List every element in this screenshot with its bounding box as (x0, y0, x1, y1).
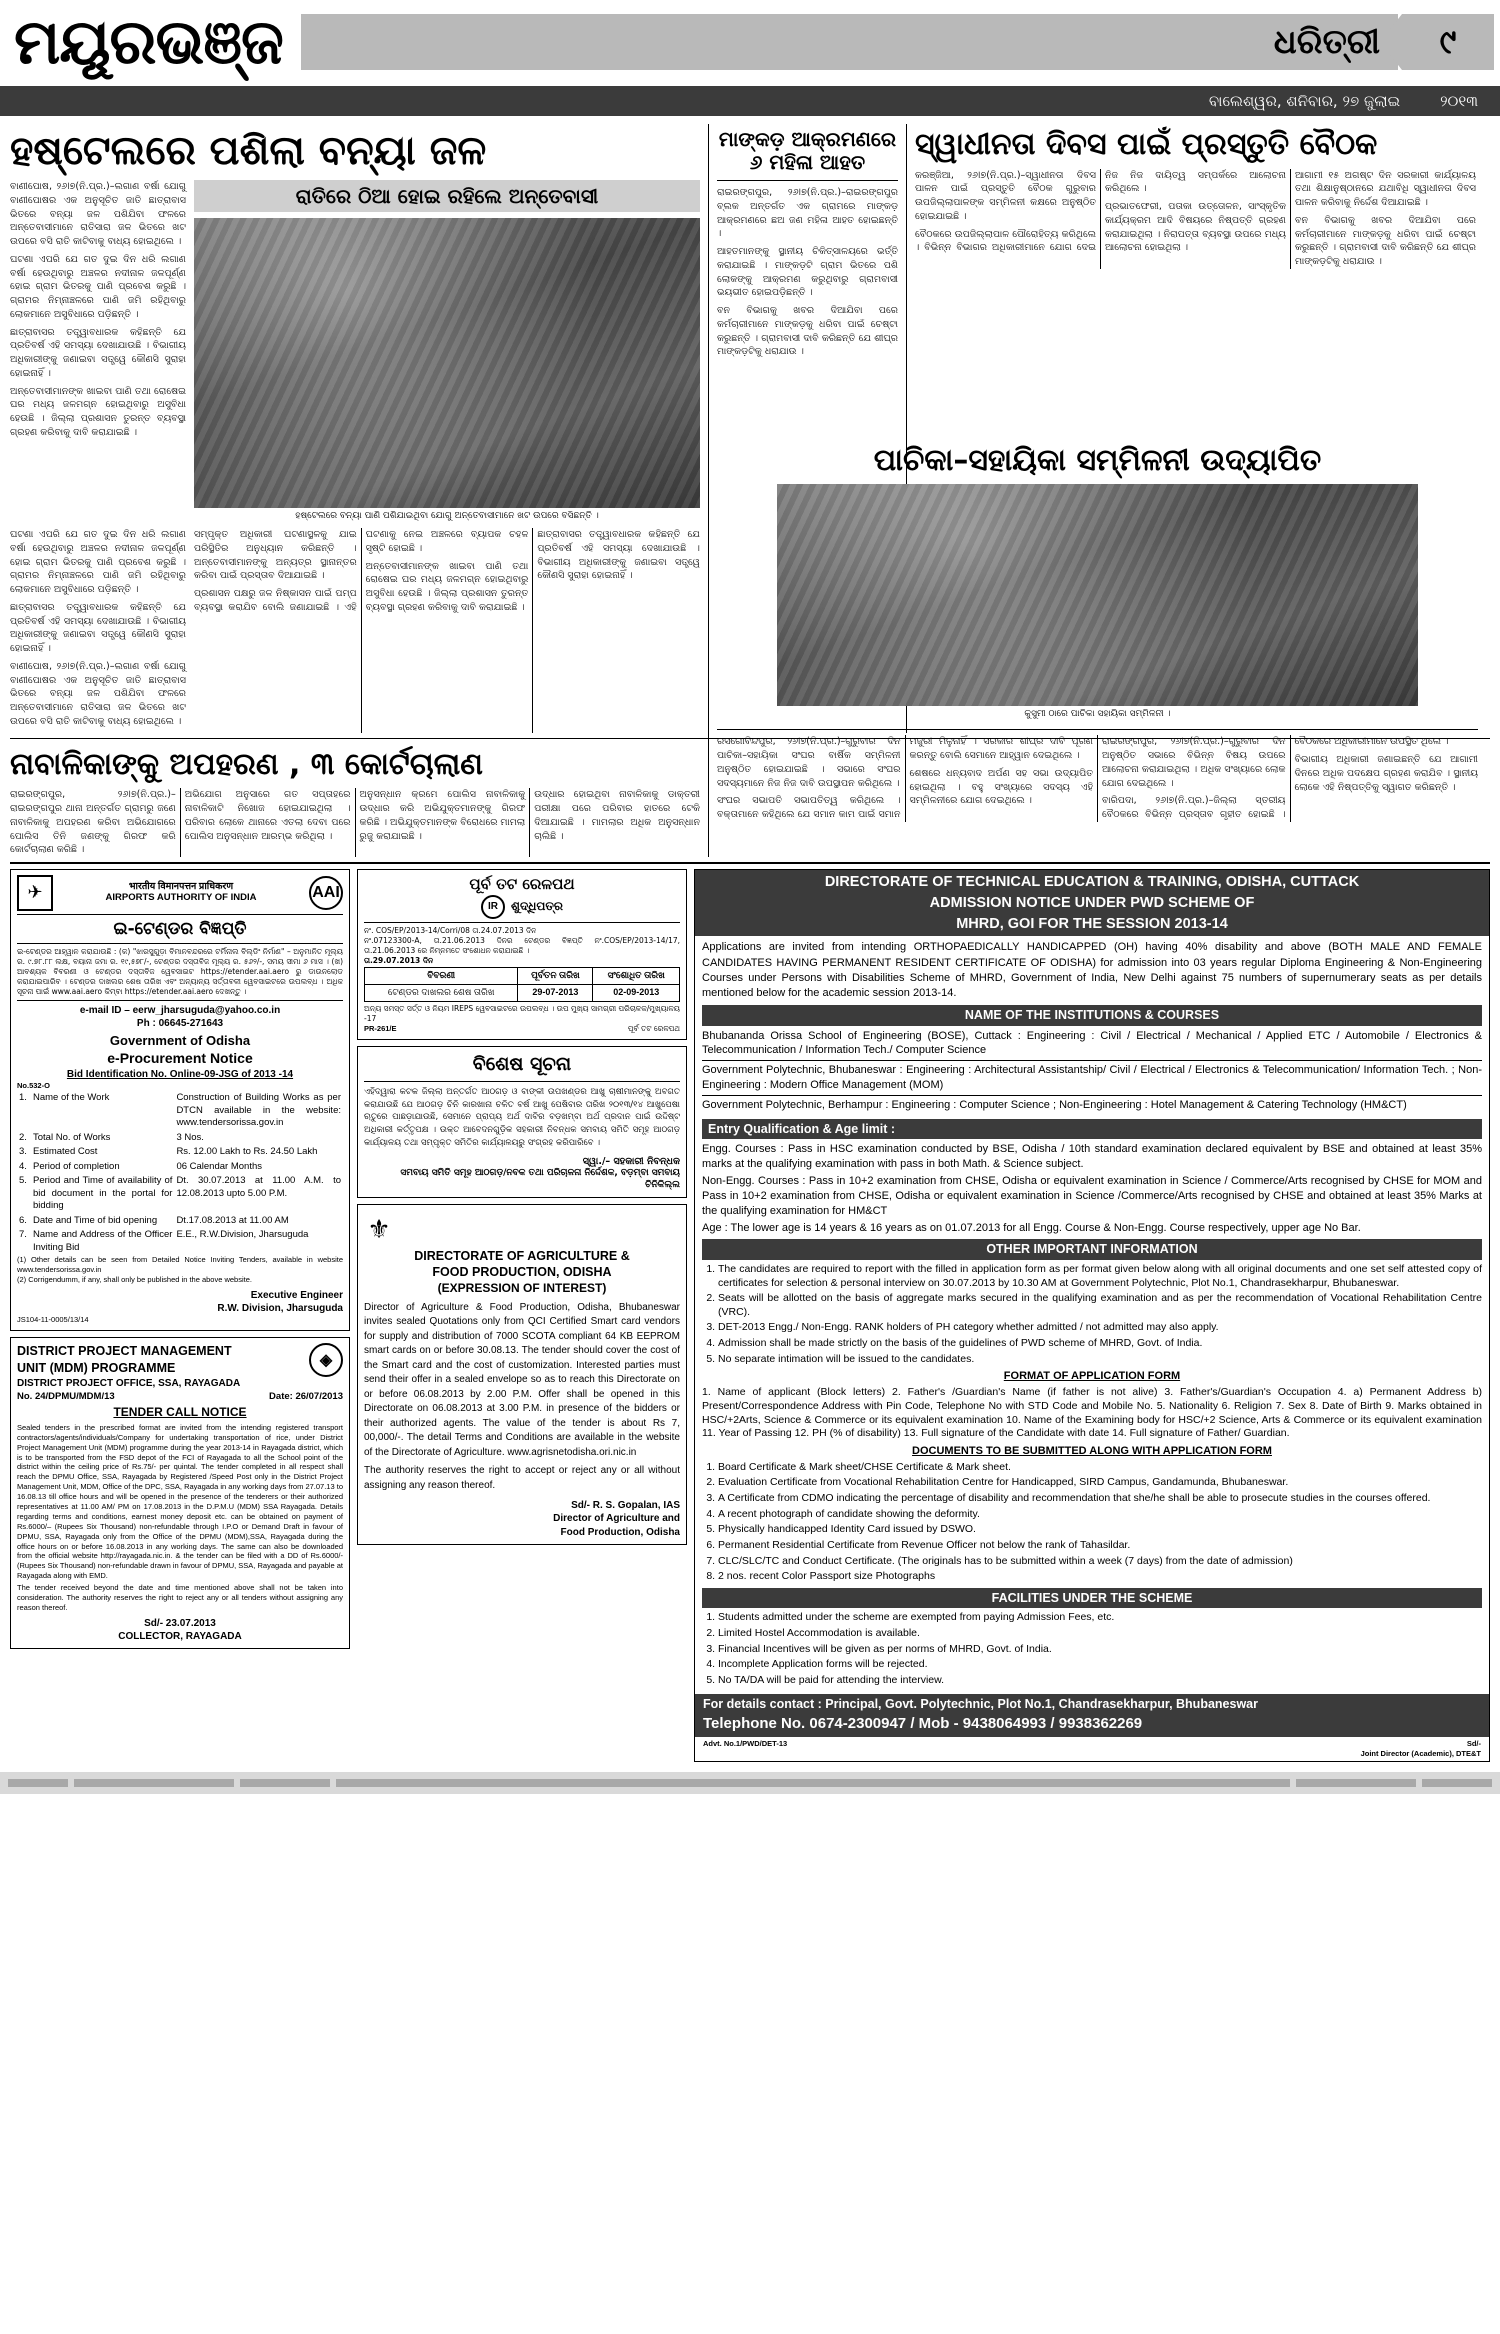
masthead-spacer (301, 14, 1264, 70)
list-item: 1. Board Certificate & Mark sheet/CHSE Certificate & Mark sheet. (718, 1461, 1482, 1475)
row-value: 06 Calendar Months (176, 1160, 262, 1172)
story-flood-text-col1b (10, 528, 186, 733)
table-cell: 02-09-2013 (593, 985, 680, 1002)
dtet-advt-no: Advt. No.1/PWD/DET-13 (703, 1739, 788, 1749)
aai-signature-title: Executive Engineer (250, 1290, 343, 1302)
dtet-title-3: MHRD, GOI FOR THE SESSION 2013-14 (695, 915, 1489, 936)
agri-sign-2: Director of Agriculture and (553, 1513, 680, 1525)
table-cell: 29-07-2013 (518, 985, 593, 1002)
row-key: Period and Time of availability of bid document in the portal for bidding (33, 1175, 173, 1212)
ad-column-2 (357, 869, 687, 1545)
aai-seal-icon: AAI (309, 876, 343, 910)
footer-mark (240, 1779, 330, 1787)
dtet-format-text: 1. Name of applicant (Block letters) 2. Father's /Guardian's Name (if father is not alive) 3. Father's/Guardian's Occupation 4. a) Permanent Address b) Present/Correspondence Address with Pin Code, Telephone No with STD Code and Mobile No. 5. Nationality 6. Religion 7. Sex 8. Date of Birth 9. Marks obtained in HSC/+2Arts, Science & Commerce or its equivalent examination 10. Name of the Examining body for HSC/+2 Science, Arts & Commerce or its equivalent examination 11. Year of Passing 12. PH (% of disability) 13. Full signature of the Candidate with date 14. Full signature of Father/ Guardian. (702, 1385, 1482, 1440)
dtet-institution-3: Government Polytechnic, Berhampur : Engineering : Computer Science ; Non-Engineering : Hotel Management & Catering Technology (HM&CT) (702, 1098, 1407, 1111)
aai-govt-line: Government of Odisha (109, 1033, 251, 1049)
paragraph: ରାଇରଙ୍ଗପୁର, ୨୬୤୭(ନି.ପ୍ର.)–ରାଇରଙ୍ଗପୁର ବ୍ଲକ ଅନ୍ତର୍ଗତ ଏକ ଗ୍ରାମରେ ମାଙ୍କଡ଼ ଆକ୍ରମଣରେ ଛଅ ଜଣ ମହିଳା ଆହତ ହୋଇଛନ୍ତି । (717, 187, 898, 240)
story-independence-body (915, 169, 1476, 269)
aai-signature-office: R.W. Division, Jharsuguda (217, 1303, 343, 1315)
dtet-section-docs: DOCUMENTS TO BE SUBMITTED ALONG WITH APPLICATION FORM (912, 1445, 1272, 1458)
row-number: 4. (19, 1160, 27, 1172)
list-item: 6. Permanent Residential Certificate from Revenue Officer not below the rank of Tahasildar. (718, 1539, 1482, 1553)
railway-subtitle: ଶୁଦ୍ଧିପତ୍ର (511, 898, 563, 913)
paragraph: ବାଣୀପୋଷ, ୨୬୤୭(ନି.ପ୍ର.)–ଲଗାଣ ବର୍ଷା ଯୋଗୁ ବାଣୀପୋଷର ଏକ ଅନୁସୂଚିତ ଜାତି ଛାତ୍ରାବାସ ଭିତରେ ବନ୍ୟା ଜଳ ପଶିଯିବା ଫଳରେ ଅନ୍ତେବାସୀମାନେ ରାତିସାରା ଜଳ ଭିତରେ ଖଟ ଉପରେ ବସି ରାତି କାଟିବାକୁ ବାଧ୍ୟ ହୋଇଥିଲେ । (10, 660, 186, 727)
newspaper-logo: ମୟୂରଭଞ୍ଜ (14, 5, 283, 78)
dtet-sign-2: Joint Director (Academic), DTE&T (1360, 1748, 1481, 1758)
list-item: 1. Students admitted under the scheme are exempted from paying Admission Fees, etc. (718, 1611, 1482, 1625)
dtet-sign-1: Sd/- (1466, 1739, 1481, 1749)
paragraph: ରାଇରଙ୍ଗପୁର, ୨୬୤୭(ନି.ପ୍ର.)–ରାଇରଙ୍ଗପୁର ଥାନା ଅନ୍ତର୍ଗତ ଗ୍ରାମରୁ ଜଣେ ନାବାଳିକାକୁ ଅପହରଣ କରିବା ଅଭିଯୋଗରେ ପୋଲିସ ତିନି ଜଣଙ୍କୁ ଗିରଫ କରି କୋର୍ଟଚାଲାଣ କରିଛି । (10, 789, 176, 856)
story-flood-photo-caption: ହଷ୍ଟେଲରେ ବନ୍ୟା ପାଣି ପଶିଯାଇଥିବା ଯୋଗୁ ଅନ୍ତେବାସୀମାନେ ଖଟ ଉପରେ ବସିଛନ୍ତି । (295, 511, 599, 521)
row-value: Rs. 12.00 Lakh to Rs. 24.50 Lakh (176, 1146, 318, 1158)
ad-dtet-admission (694, 869, 1490, 1762)
story-independence-headline: ସ୍ୱାଧୀନତା ଦିବସ ପାଇଁ ପ୍ରସ୍ତୁତି ବୈଠକ (915, 127, 1378, 162)
paragraph: ସମ୍ପୃକ୍ତ ଅଧିକାରୀ ଘଟଣାସ୍ଥଳକୁ ଯାଇ ପରିସ୍ଥିତିର ଅନୁଧ୍ୟାନ କରିଛନ୍ତି । ଅନ୍ତେବାସୀମାନଙ୍କୁ ଅନ୍ୟତ୍ର ସ୍ଥାନାନ୍ତର କରିବା ପାଇଁ ପ୍ରସ୍ତାବ ଦିଆଯାଇଛି । (194, 529, 357, 582)
row-key: Date and Time of bid opening (33, 1214, 158, 1226)
column-header: ସଂଶୋଧିତ ତାରିଖ (593, 968, 680, 985)
ad-column-1 (10, 869, 350, 1649)
list-item: 7. CLC/SLC/TC and Conduct Certificate. (The originals has to be submitted within a week (7 days) from the date of admission) (718, 1555, 1482, 1569)
story-flood-text-cols (194, 528, 700, 733)
footer-mark (336, 1779, 1290, 1787)
mdm-body-2: The tender received beyond the date and time mentioned above shall not be taken into consideration. The authority reserves the right to reject any or all tenders without assigning any reason thereof. (17, 1583, 343, 1612)
agri-title-3: (EXPRESSION OF INTEREST) (437, 1280, 607, 1295)
list-item: 5. No separate intimation will be issued to the candidates. (718, 1353, 1482, 1367)
agri-body: Director of Agriculture & Food Production, Odisha, Bhubaneswar invites sealed Quotations only from QCI Certified Smart card vendors for supply and distribution of 7000 SCOTA compliant 64 KB EEPROM smart cards on or before 30.08.13. The tender should cover the cost of the Smart card and the cost of customization. Interested parties must send their offer in a sealed envelope so as to reach this Directorate on or before 06.08.2013 by 2.00 P.M. Offer shall be opened in this Directorate on 06.08.2013 at 3.00 P.M. in presence of the bidders or their authorized agents. The value of the tender is about Rs 7, 00,000/-. The detail Terms and Conditions are available in the website of the Directorate of Agriculture. www.agrisnetodisha.ori.nic.in (364, 1301, 680, 1458)
row-number: 6. (19, 1214, 27, 1226)
list-item: 3. DET-2013 Engg./ Non-Engg. RANK holders of PH category whether admitted / not admitted may also apply. (718, 1321, 1482, 1335)
table-row (365, 985, 680, 1002)
list-item: 5. Physically handicapped Identity Card issued by DSWO. (718, 1523, 1482, 1537)
mdm-title-2: UNIT (MDM) PROGRAMME (17, 1360, 176, 1375)
story-flood (10, 124, 700, 733)
masthead (0, 0, 1500, 86)
footer-mark (1422, 1779, 1492, 1787)
dtet-docs-list (718, 1461, 1482, 1584)
paragraph: ବିଭାଗୀୟ ଅଧିକାରୀ ଜଣାଇଛନ୍ତି ଯେ ଆଗାମୀ ଦିନରେ ଅଧିକ ପଦକ୍ଷେପ ଗ୍ରହଣ କରାଯିବ । ସ୍ଥାନୀୟ ଲୋକେ ଏହି ନିଷ୍ପତ୍ତିକୁ ସ୍ୱାଗତ କରିଛନ୍ତି । (1294, 753, 1478, 793)
paragraph: ଆଗାମୀ ୧୫ ଅଗଷ୍ଟ ଦିନ ସରକାରୀ କାର୍ଯ୍ୟାଳୟ ତଥା ଶିକ୍ଷାନୁଷ୍ଠାନରେ ଯଥାବିଧି ସ୍ୱାଧୀନତା ଦିବସ ପାଳନ କରିବାକୁ ନିର୍ଦ୍ଦେଶ ଦିଆଯାଇଛି । (1295, 169, 1476, 209)
paragraph: କରଞ୍ଜିଆ, ୨୬୤୭(ନି.ପ୍ର.)–ସ୍ୱାଧୀନତା ଦିବସ ପାଳନ ପାଇଁ ପ୍ରସ୍ତୁତି ବୈଠକ ଗୁରୁବାର ଉପଜିଲ୍ଲାପାଳଙ୍କ ସମ୍ମିଳନୀ କକ୍ଷରେ ଅନୁଷ୍ଠିତ ହୋଇଯାଇଛି । (915, 169, 1096, 222)
aai-email: e-mail ID – eerw_jharsuguda@yahoo.co.in (79, 1004, 281, 1016)
dtet-entry-3: Age : The lower age is 14 years & 16 years as on 01.07.2013 for all Engg. Course & Non-Engg. Course respectively, upper age No Bar. (702, 1221, 1361, 1234)
paragraph: ରାଇରଙ୍ଗପୁର, ୨୬୤୭(ନି.ପ୍ର.)–ଗୁରୁବାର ଦିନ ଅନୁଷ୍ଠିତ ସଭାରେ ବିଭିନ୍ନ ବିଷୟ ଉପରେ ଆଲୋଚନା କରାଯାଇଥିଲା । ଅଧିକ ସଂଖ୍ୟାରେ ଲୋକ ଯୋଗ ଦେଇଥିଲେ । (1102, 736, 1286, 789)
story-kidnap-headline: ନାବାଳିକାଙ୍କୁ ଅପହରଣ , ୩ କୋର୍ଟଚାଲାଣ (10, 746, 483, 782)
mdm-body: Sealed tenders in the prescribed format are invited from the intending registered transport contractors/agents/individuals/Company for undertaking transportation of rice, under District Project Management Unit (MDM) programme during the year 2013-14 in Rayagada district, which is to be transported from the FSD depot of the FCI of Rayagada to all the School point of the district within the ceiling price of Rs.75/- per quintal. The tender completed in all respect shall reach the DPMU Office, SSA, Rayagada by Registered /Speed Post only in the District Project Management Unit, MDM, Office of the DPC, SSA, Rayagada in any working days from 27.07.13 to 16.08.13 till office hours and will be opened in the presence of the tenderers or their authorized representatives at 11.00 AM/ PM on 17.08.2013 in the D.P.M.U (MDM) SSA Rayagada. Details regarding terms and conditions, earnest money deposit etc. can be obtained on payment of Rs.6000/– (Rupees Six Thousand) non-refundable through I.P.O or Demand Draft in favour of DPMU, SSA, Rayagada only from the Office of the DPMU (MDM),SSA, Rayagada during the office hours on or before 16.08.2013 in any working days. The same can also be downloaded from the official website http://rayagada.nic.in. & the tender can be filed with a DD of Rs.6000/- (Rupees Six Thousand) non-refundable drawn in favour of DPMU, SSA, Rayagada and payable at Rayagada along with EMD. (17, 1422, 343, 1581)
row-key: Name and Address of the Officer Inviting Bid (33, 1229, 173, 1253)
footer-mark (74, 1779, 234, 1787)
row-key: Estimated Cost (33, 1146, 98, 1158)
list-item: 2. Seats will be allotted on the basis of aggregate marks secured in the qualifying examination and as per the recommendation of Vocational Rehabilitation Centre (VRC). (718, 1292, 1482, 1319)
dtet-contact-1: For details contact : Principal, Govt. Polytechnic, Plot No.1, Chandrasekharpur, Bhubaneswar (695, 1694, 1489, 1716)
dtet-institution-1: Bhubananda Orissa School of Engineering (BOSE), Cuttack : Engineering : Civil / Electrical / Mechanical / Applied ETC / Automobile / Electronics & Telecommunication / Information Tech./ Computer Science (702, 1029, 1482, 1062)
aai-notice-body: ଇ-ଟେଣ୍ଡର ଆହ୍ୱାନ କରାଯାଉଛି : (କ) "ଝାରସୁଗୁଡ଼ା ବିମାନବନ୍ଦରରେ ଟର୍ମିନାଲ ବିଲ୍ଡିଂ ନିର୍ମାଣ" – ଅନୁମାନିତ ମୂଲ୍ୟ ର. ୯.୭୮.୮୮ ଲକ୍ଷ, ବୟାନା ଜମା ର. ୧୯,୫୭୮/-, ଟେଣ୍ଡର ଦସ୍ତାବିଜ ମୂଲ୍ୟ ର. ୫୬୨/-, ସମୟ ସୀମା ୬ ମାସ । (ଖ) ଆବଶ୍ୟକ ବିବରଣୀ ଓ ଟେଣ୍ଡର ଦସ୍ତାବିଜ ୱେବସାଇଟ https://etender.aai.aero ରୁ ଡାଉନଲୋଡ କରାଯାଇପାରିବ । ଟେଣ୍ଡର ଦାଖଲର ଶେଷ ତାରିଖ ଏବଂ ଅନ୍ୟାନ୍ୟ ସର୍ତ୍ତାବଳୀ ୱେବସାଇଟରେ ଉପଲବ୍ଧ । ଅଧିକ ସୂଚନା ପାଇଁ www.aai.aero କିମ୍ବା https://etender.aai.aero ଦେଖନ୍ତୁ । (17, 947, 343, 997)
page-number: ୯ (1402, 14, 1494, 70)
list-item: 4. Admission shall be made strictly on the basis of the guidelines of PWD scheme of MHRD, Govt. of India. (718, 1337, 1482, 1351)
story-kidnap-body (10, 788, 700, 857)
dtet-entry-1: Engg. Courses : Pass in HSC examination conducted by BSE, Odisha / 10th standard examination declared equivalent by BSE and obtained at least 35% marks at the qualifying examination with pass in both Math. & Science subject. (702, 1143, 1482, 1171)
footer-mark (1296, 1779, 1416, 1787)
paragraph: ଘଟଣା ଏପରି ଯେ ଗତ ଦୁଇ ଦିନ ଧରି ଲଗାଣ ବର୍ଷା ହେଉଥିବାରୁ ଅଞ୍ଚଳର ନଦୀନାଳ ଜଳପୂର୍ଣ୍ଣ ହୋଇ ଗ୍ରାମ ଭିତରକୁ ପାଣି ପ୍ରବେଶ କରୁଛି । ଗ୍ରାମର ନିମ୍ନାଞ୍ଚଳରେ ପାଣି ଜମି ରହିଥିବାରୁ ଲୋକମାନେ ଅସୁବିଧାରେ ପଡ଼ିଛନ୍ତି । (10, 253, 186, 320)
paragraph: ଅନୁସନ୍ଧାନ କ୍ରମେ ପୋଲିସ ନାବାଳିକାକୁ ଉଦ୍ଧାର କରି ଅଭିଯୁକ୍ତମାନଙ୍କୁ ଗିରଫ କରିଛି । ଅଭିଯୁକ୍ତମାନଙ୍କ ବିରୋଧରେ ମାମଲା ରୁଜୁ କରାଯାଇଛି । (359, 789, 526, 842)
agri-title-2: FOOD PRODUCTION, ODISHA (432, 1265, 612, 1280)
agri-sign-1: Sd/- R. S. Gopalan, IAS (571, 1500, 680, 1512)
story-flood-headline: ହଷ୍ଟେଲରେ ପଶିଲା ବନ୍ୟା ଜଳ (10, 128, 487, 174)
row-value: Dt.17.08.2013 at 11.00 AM (176, 1214, 289, 1226)
paragraph: ଛାତ୍ରାବାସର ତତ୍ତ୍ୱାବଧାରକ କହିଛନ୍ତି ଯେ ପ୍ରତିବର୍ଷ ଏହି ସମସ୍ୟା ଦେଖାଯାଉଛି । ବିଭାଗୀୟ ଅଧିକାରୀଙ୍କୁ ଜଣାଇବା ସତ୍ତ୍ୱେ କୌଣସି ସୁରାହା ହୋଇନାହିଁ । (10, 326, 186, 379)
table-row (17, 1160, 343, 1175)
dtet-other-list (718, 1263, 1482, 1366)
paragraph: ବନ ବିଭାଗକୁ ଖବର ଦିଆଯିବା ପରେ କର୍ମଚାରୀମାନେ ମାଙ୍କଡ଼କୁ ଧରିବା ପାଇଁ ଚେଷ୍ଟା କରୁଛନ୍ତି । ଗ୍ରାମବାସୀ ଦାବି କରିଛନ୍ତି ଯେ ଶୀଘ୍ର ମାଙ୍କଡ଼ଟିକୁ ଧରାଯାଉ । (717, 305, 898, 358)
railway-title: ପୂର୍ବ ତଟ ରେଳପଥ (469, 875, 575, 894)
page-footer-strip (0, 1772, 1500, 1794)
railway-ref: PR-261/E (364, 1023, 397, 1033)
column-header: ବିବରଣୀ (365, 968, 518, 985)
ad-column-3 (694, 869, 1490, 1762)
story-flood-photo (194, 218, 700, 508)
column-header: ପୂର୍ବତନ ତାରିଖ (518, 968, 593, 985)
footer-mark (8, 1779, 68, 1787)
mdm-notice-date: Date: 26/07/2013 (269, 1390, 343, 1402)
agri-sign-3: Food Production, Odisha (560, 1526, 680, 1538)
row-key: Period of completion (33, 1160, 120, 1172)
section-label: ଧରିତ୍ରୀ (1264, 14, 1398, 70)
dtet-entry-2: Non-Engg. Courses : Pass in 10+2 examination from CHSE, Odisha or equivalent examination in Science / Commerce/Arts recognised by CHSE for MOM and Pass in 10+2 examination from CHSE, Odisha or equivalent examination in Science /Commerce/Arts recognised by CHSE and obtained at least 35% Marks at the qualifying examination for HM&CT (702, 1175, 1482, 1217)
table-row (17, 1131, 343, 1146)
paragraph: ରସଗୋବିନ୍ଦପୁର, ୨୬୤୭(ନି.ପ୍ର.)–ଗୁରୁବାର ଦିନ ପାଚିକା–ସହାୟିକା ସଂଘର ବାର୍ଷିକ ସମ୍ମିଳନୀ ଅନୁଷ୍ଠିତ ହୋଇଯାଇଛି । ସଭାରେ ସଂଘର ସଦସ୍ୟମାନେ ନିଜ ନିଜ ଦାବି ଉପସ୍ଥାପନ କରିଥିଲେ । (717, 736, 901, 789)
railway-corrigendum-table (364, 967, 680, 1002)
aai-logo-icon: ✈ (17, 875, 53, 911)
table-row (17, 1228, 343, 1255)
railway-logo-icon: IR (481, 895, 505, 919)
row-key: Total No. of Works (33, 1131, 111, 1143)
paragraph: ଶେଷରେ ଧନ୍ୟବାଦ ଅର୍ପଣ ସହ ସଭା ଉଦ୍ୟାପିତ ହୋଇଥିଲା । ବହୁ ସଂଖ୍ୟାରେ ସଦସ୍ୟ ଏହି ସମ୍ମିଳନୀରେ ଯୋଗ ଦେଇଥିଲେ । (909, 767, 1093, 807)
dtet-intro: Applications are invited from intending ORTHOPAEDICALLY HANDICAPPED (OH) having 40% disability and above (BOTH MALE AND FEMALE CANDIDATES HAVING PERMANENT RESIDENT CERTIFICATE OF ODISHA) for admission into 03 years regular Diploma Engineering & Non-Engineering Courses under Persons with Disabilities Scheme of MHRD, Government of India, New Delhi against 75 numbers of supernumerary seats as per details mentioned below for the academic session 2013-14. (702, 941, 1482, 999)
special-notice-title: ବିଶେଷ ସୂଚନା (472, 1052, 572, 1075)
aai-ref-bottom: JS104-11-0005/13/14 (17, 1315, 89, 1325)
ad-mdm-tender (10, 1337, 350, 1649)
table-cell: ଟେଣ୍ଡର ଦାଖଲର ଶେଷ ତାରିଖ (365, 985, 518, 1002)
aai-bid-id: Bid Identification No. Online-09-JSG of 2013 -14 (66, 1068, 294, 1080)
mdm-signature-date: Sd/- 23.07.2013 (144, 1617, 216, 1629)
special-notice-sign-1: ସ୍ୱା./– ସହକାରୀ ନିବନ୍ଧକ (582, 1155, 680, 1167)
paragraph: ଛାତ୍ରାବାସର ତତ୍ତ୍ୱାବଧାରକ କହିଛନ୍ତି ଯେ ପ୍ରତିବର୍ଷ ଏହି ସମସ୍ୟା ଦେଖାଯାଉଛି । ବିଭାଗୀୟ ଅଧିକାରୀଙ୍କୁ ଜଣାଇବା ସତ୍ତ୍ୱେ କୌଣସି ସୁରାହା ହୋଇନାହିଁ । (537, 529, 700, 582)
mdm-signature-office: COLLECTOR, RAYAGADA (118, 1630, 242, 1642)
dtet-section-facilities: FACILITIES UNDER THE SCHEME (702, 1588, 1482, 1609)
story-flood-media (194, 180, 700, 526)
aai-notice-type: e-Procurement Notice (107, 1050, 253, 1067)
dateline-bar (0, 86, 1500, 116)
list-item: 3. A Certificate from CDMO indicating the percentage of disability and recommendation that she/he shall be able to prosecute studies in the courses offered. (718, 1492, 1482, 1506)
row-value: Construction of Building Works as per DTCN available in the website: www.tendersorissa.gov.in (176, 1092, 341, 1129)
special-notice-body: ଏହିଦ୍ୱାରା କଟକ ଜିଲ୍ଲା ଅନ୍ତର୍ଗତ ଆଠଗଡ଼ ଓ ବାଙ୍କୀ ଉପଖଣ୍ଡର ଆଖୁ ଚାଷୀମାନଙ୍କୁ ଅବଗତ କରାଯାଉଛି ଯେ ଆଠଗଡ଼ ଚିନି କାରଖାନା ଚଳିତ ବର୍ଷ ଆଖୁ ପେଷିବାର ତାରିଖ ୨୦୧୩/୧୪ ଆଖୁପେଷା ଋତୁରେ ପାଛଡ଼ାଯାଉଛି, ସେମାନେ ପ୍ରାପ୍ୟ ଅର୍ଥ ଦାବିର ବଡ଼ଖମ୍ବା ଅର୍ଥ ପ୍ରଦାନ ପାଇଁ ଉଦ୍ଦିଷ୍ଟ ଅଧିକାରୀ କର୍ତ୍ତୃପକ୍ଷ । ଉକ୍ତ ଆବେଦନଗୁଡ଼ିକ ସହକାରୀ ନିବନ୍ଧକ ସମବାୟ ସମିତି ସମୂହ ଆଠଗଡ଼ କାର୍ଯ୍ୟାଳୟ ତଥା ସମ୍ପୃକ୍ତ ସମିତିର କାର୍ଯ୍ୟାଳୟରୁ ସଂଗ୍ରହ କରିପାରିବେ । (364, 1086, 680, 1148)
paragraph: ବାରିପଦା, ୨୬୤୭(ନି.ପ୍ର.)–ଜିଲ୍ଲା ସ୍ତରୀୟ ବୈଠକରେ ବିଭିନ୍ନ ପ୍ରସ୍ତାବ ଗୃହୀତ ହୋଇଛି । ବୈଠକରେ ଅଧିକାରୀମାନେ ଉପସ୍ଥିତ ଥିଲେ । (1102, 736, 1449, 821)
row-value: E.E., R.W.Division, Jharsuguda (176, 1229, 309, 1241)
paragraph: ପ୍ରଶାସନ ପକ୍ଷରୁ ଜଳ ନିଷ୍କାସନ ପାଇଁ ପମ୍ପ ବ୍ୟବସ୍ଥା କରାଯିବ ବୋଲି ଜଣାଯାଇଛି । ଏହି ଘଟଣାକୁ ନେଇ ଅଞ୍ଚଳରେ ବ୍ୟାପକ ଚହଳ ସୃଷ୍ଟି ହୋଇଛି । (194, 529, 529, 613)
paragraph: ଘଟଣା ଏପରି ଯେ ଗତ ଦୁଇ ଦିନ ଧରି ଲଗାଣ ବର୍ଷା ହେଉଥିବାରୁ ଅଞ୍ଚଳର ନଦୀନାଳ ଜଳପୂର୍ଣ୍ଣ ହୋଇ ଗ୍ରାମ ଭିତରକୁ ପାଣି ପ୍ରବେଶ କରୁଛି । ଗ୍ରାମର ନିମ୍ନାଞ୍ଚଳରେ ପାଣି ଜମି ରହିଥିବାରୁ ଲୋକମାନେ ଅସୁବିଧାରେ ପଡ଼ିଛନ୍ତି । (10, 529, 186, 596)
aai-note-1: (1) Other details can be seen from Detailed Notice Inviting Tenders, available in website www.tendersorissa.gov.in (17, 1255, 343, 1275)
list-item: 8. 2 nos. recent Color Passport size Photographs (718, 1570, 1482, 1584)
list-item: 1. The candidates are required to report with the filled in application form as per format given below along with all original documents and one set self attested copy of certificates for selection & personal interview on 30.07.2013 by 10.30 AM at Government Polytechnic, Plot No.1, Chandrasekharpur, Bhubaneswar. (718, 1263, 1482, 1290)
mdm-notice-no: No. 24/DPMU/MDM/13 (17, 1390, 115, 1402)
dtet-section-format: FORMAT OF APPLICATION FORM (1003, 1370, 1181, 1383)
special-notice-sign-2: ସମବାୟ ସମିତି ସମୂହ ଆଠଗଡ଼/ନବକ ତଥା ପରିଚାଳନା ନିର୍ଦ୍ଦେଶକ, ବଡ଼ମ୍ବା ସମବାୟ ଚିନିକିଲ୍ଲ (400, 1168, 680, 1191)
dateline-year: ୨୦୧୩ (1440, 92, 1478, 110)
dtet-section-institutions: NAME OF THE INSTITUTIONS & COURSES (702, 1005, 1482, 1026)
paragraph: ସଂଘର ସଭାପତି ସଭାପତିତ୍ୱ କରିଥିଲେ । ବକ୍ତାମାନେ କହିଥିଲେ ଯେ ସମାନ କାମ ପାଇଁ ସମାନ ମଜୁରୀ ମିଳୁନାହିଁ । ସରକାର ଶୀଘ୍ର ଦାବି ପୂରଣ କରନ୍ତୁ ବୋଲି ସେମାନେ ଆହ୍ୱାନ ଦେଇଥିଲେ । (717, 736, 1093, 821)
dtet-institution-2: Government Polytechnic, Bhubaneswar : Engineering : Architectural Assistantship/ Civil / Electrical / Electronics & Telecommunication/ Information Tech. ; Non-Engineering : Modern Office Management (MOM) (702, 1061, 1482, 1096)
row-number: 5. (19, 1175, 27, 1187)
dtet-contact-2: Telephone No. 0674-2300947 / Mob - 9438064993 / 9938362269 (695, 1715, 1489, 1737)
story-monkey-body (717, 186, 898, 359)
row-number: 1. (19, 1092, 27, 1104)
paragraph: ବାଣୀପୋଷ, ୨୬୤୭(ନି.ପ୍ର.)–ଲଗାଣ ବର୍ଷା ଯୋଗୁ ବାଣୀପୋଷର ଏକ ଅନୁସୂଚିତ ଜାତି ଛାତ୍ରାବାସ ଭିତରେ ବନ୍ୟା ଜଳ ପଶିଯିବା ଫଳରେ ଅନ୍ତେବାସୀମାନେ ରାତିସାରା ଜଳ ଭିତରେ ଖଟ ଉପରେ ବସି ରାତି କାଟିବାକୁ ବାଧ୍ୟ ହୋଇଥିଲେ । (10, 181, 186, 248)
railway-footer-brand: ପୂର୍ବ ତଟ ରେଳପଥ (627, 1023, 680, 1033)
paragraph: ପ୍ରଭାତଫେରୀ, ପତାକା ଉତ୍ତୋଳନ, ସାଂସ୍କୃତିକ କାର୍ଯ୍ୟକ୍ରମ ଆଦି ବିଷୟରେ ନିଷ୍ପତ୍ତି ଗ୍ରହଣ କରାଯାଇଥିଲା । ନିରାପତ୍ତା ବ୍ୟବସ୍ଥା ଉପରେ ମଧ୍ୟ ଆଲୋଚନା ହୋଇଥିଲା । (1105, 201, 1286, 254)
story-pachika (708, 444, 1478, 857)
aai-org-hindi: भारतीय विमानपत्तन प्राधिकरण (128, 881, 234, 893)
aai-note-2: (2) Corrigendumm, if any, shall only be published in the above website. (17, 1275, 252, 1285)
paragraph: ଅନ୍ତେବାସୀମାନଙ୍କ ଖାଇବା ପାଣି ତଥା ରୋଷେଇ ଘର ମଧ୍ୟ ଜଳମଗ୍ନ ହୋଇଥିବାରୁ ଅସୁବିଧା ହେଉଛି । ଜିଲ୍ଲା ପ୍ରଶାସନ ତୁରନ୍ତ ବ୍ୟବସ୍ଥା ଗ୍ରହଣ କରିବାକୁ ଦାବି କରାଯାଇଛି । (10, 385, 186, 439)
story-flood-text-col1 (10, 180, 186, 526)
dtet-facilities-list (718, 1611, 1482, 1687)
dtet-section-other: OTHER IMPORTANT INFORMATION (702, 1239, 1482, 1260)
table-row (17, 1091, 343, 1131)
list-item: 4. A recent photograph of candidate showing the deformity. (718, 1508, 1482, 1522)
mdm-office: DISTRICT PROJECT OFFICE, SSA, RAYAGADA (17, 1378, 241, 1390)
story-pachika-headline: ପାଚିକା–ସହାୟିକା ସମ୍ମିଳନୀ ଉଦ୍ୟାପିତ (873, 442, 1322, 478)
dtet-section-entry: Entry Qualification & Age limit : (702, 1119, 1482, 1140)
row-number: 3. (19, 1146, 27, 1158)
row-number: 7. (19, 1229, 27, 1241)
story-flood-subhead: ରାତିରେ ଠିଆ ହୋଇ ରହିଲେ ଅନ୍ତେବାସୀ (194, 180, 700, 212)
row-key: Name of the Work (33, 1092, 110, 1104)
ssa-logo-icon: ◈ (309, 1343, 343, 1377)
odisha-emblem-icon: ⚜ (367, 1213, 391, 1244)
aai-phone: Ph : 06645-271643 (136, 1018, 224, 1030)
list-item: 2. Evaluation Certificate from Vocational Rehabilitation Centre for Handicapped, SIRD Campus, Gandamunda, Bhubaneswar. (718, 1476, 1482, 1490)
agri-title-1: DIRECTORATE OF AGRICULTURE & (414, 1248, 630, 1263)
table-row (17, 1214, 343, 1229)
list-item: 5. No TA/DA will be paid for attending the interview. (718, 1674, 1482, 1688)
aai-notice-title: ଇ-ଟେଣ୍ଡର ବିଜ୍ଞପ୍ତି (113, 919, 247, 940)
list-item: 2. Limited Hostel Accommodation is available. (718, 1627, 1482, 1641)
dateline-place-date: ବାଲେଶ୍ୱର, ଶନିବାର, ୨୭ ଜୁଲାଇ (1208, 92, 1401, 110)
aai-ref-no: No.532-O (17, 1081, 50, 1091)
railway-footer-note: ଅନ୍ୟ ସମସ୍ତ ସର୍ତ୍ତ ଓ ନିୟମ IREPS ୱେବସାଇଟରେ ଉପଲବ୍ଧ । ଉପ ମୁଖ୍ୟ ସାମଗ୍ରୀ ପରିଚାଳକ/ମୁଖ୍ୟାଳୟ -17 (364, 1004, 680, 1024)
table-row (17, 1145, 343, 1160)
railway-line-3: ତା.29.07.2013 ଦିନ (364, 955, 434, 965)
paragraph: ଅଭିଯୋଗ ଅନୁସାରେ ଗତ ସପ୍ତାହରେ ନାବାଳିକାଟି ନିଖୋଜ ହୋଇଯାଇଥିଲା । ପରିବାର ଲୋକେ ଥାନାରେ ଏତଲା ଦେବା ପରେ ପୋଲିସ ଅନୁସନ୍ଧାନ ଆରମ୍ଭ କରିଥିଲା । (184, 789, 351, 842)
list-item: 4. Incomplete Application forms will be rejected. (718, 1658, 1482, 1672)
row-value: 3 Nos. (176, 1131, 204, 1143)
ad-aai-eprocurement (10, 869, 350, 1331)
mdm-heading: TENDER CALL NOTICE (113, 1405, 247, 1420)
dtet-title-2: ADMISSION NOTICE UNDER PWD SCHEME OF (695, 894, 1489, 915)
row-number: 2. (19, 1131, 27, 1143)
table-header-row (365, 968, 680, 985)
aai-bid-table (17, 1091, 343, 1255)
paragraph: ଉଦ୍ଧାର ହୋଇଥିବା ନାବାଳିକାକୁ ଡାକ୍ତରୀ ପରୀକ୍ଷା ପରେ ପରିବାର ହାତରେ ଟେକି ଦିଆଯାଇଛି । ମାମଲାର ଅଧିକ ଅନୁସନ୍ଧାନ ଚାଲିଛି । (534, 789, 700, 842)
agri-body-2: The authority reserves the right to accept or reject any or all without assigning any reason thereof. (364, 1465, 680, 1491)
table-row (17, 1174, 343, 1214)
story-pachika-body (717, 735, 1478, 822)
ad-agriculture-eoi (357, 1204, 687, 1545)
railway-line-2: ନଂ.07123300-A, ତା.21.06.2013 ଦିନର ଟେଣ୍ଡର ବିଜ୍ଞପ୍ତି ନଂ.COS/EP/2013-14/17, ତା.21.06.2013 ରେ ନିମ୍ନମତେ ସଂଶୋଧନ କରାଯାଇଛି । (364, 935, 680, 955)
ad-railway-corrigendum (357, 869, 687, 1040)
story-kidnap (10, 744, 700, 857)
paragraph: ଆହତମାନଙ୍କୁ ସ୍ଥାନୀୟ ଚିକିତ୍ସାଳୟରେ ଭର୍ତ୍ତି କରାଯାଇଛି । ମାଙ୍କଡ଼ଟି ଗ୍ରାମ ଭିତରେ ପଶି ଲୋକଙ୍କୁ ଆକ୍ରମଣ କରୁଥିବାରୁ ଗ୍ରାମବାସୀ ଭୟଭୀତ ହୋଇପଡ଼ିଛନ୍ତି । (717, 246, 898, 299)
aai-org-english: AIRPORTS AUTHORITY OF INDIA (105, 892, 257, 904)
story-pachika-photo-caption: କୁସୁମୀ ଠାରେ ପାଚିକା ସହାୟିକା ସମ୍ମିଳନୀ । (1024, 709, 1171, 720)
row-value: Dt. 30.07.2013 at 11.00 A.M. to 12.08.2013 upto 5.00 P.M. (176, 1175, 341, 1199)
ad-special-notice (357, 1046, 687, 1198)
story-pachika-photo (777, 484, 1418, 706)
list-item: 3. Financial Incentives will be given as per norms of MHRD, Govt. of India. (718, 1643, 1482, 1657)
ads-region (10, 869, 1490, 1762)
paragraph: ବନ ବିଭାଗକୁ ଖବର ଦିଆଯିବା ପରେ କର୍ମଚାରୀମାନେ ମାଙ୍କଡ଼କୁ ଧରିବା ପାଇଁ ଚେଷ୍ଟା କରୁଛନ୍ତି । ଗ୍ରାମବାସୀ ଦାବି କରିଛନ୍ତି ଯେ ଶୀଘ୍ର ମାଙ୍କଡ଼ଟିକୁ ଧରାଯାଉ । (1295, 214, 1476, 268)
story-monkey-headline: ମାଙ୍କଡ଼ ଆକ୍ରମଣରେ ୬ ମହିଳା ଆହତ (718, 127, 897, 174)
paragraph: ବୈଠକରେ ଉପଜିଲ୍ଲାପାଳ ପୌରୋହିତ୍ୟ କରିଥିଲେ । ବିଭିନ୍ନ ବିଭାଗର ଅଧିକାରୀମାନେ ଯୋଗ ଦେଇ ନିଜ ନିଜ ଦାୟିତ୍ୱ ସମ୍ପର୍କରେ ଆଲୋଚନା କରିଥିଲେ । (915, 169, 1286, 254)
paragraph: ଅନ୍ତେବାସୀମାନଙ୍କ ଖାଇବା ପାଣି ତଥା ରୋଷେଇ ଘର ମଧ୍ୟ ଜଳମଗ୍ନ ହୋଇଥିବାରୁ ଅସୁବିଧା ହେଉଛି । ଜିଲ୍ଲା ପ୍ରଶାସନ ତୁରନ୍ତ ବ୍ୟବସ୍ଥା ଗ୍ରହଣ କରିବାକୁ ଦାବି କରାଯାଇଛି । (365, 560, 529, 613)
mdm-title-1: DISTRICT PROJECT MANAGEMENT (17, 1344, 232, 1359)
paragraph: ଛାତ୍ରାବାସର ତତ୍ତ୍ୱାବଧାରକ କହିଛନ୍ତି ଯେ ପ୍ରତିବର୍ଷ ଏହି ସମସ୍ୟା ଦେଖାଯାଉଛି । ବିଭାଗୀୟ ଅଧିକାରୀଙ୍କୁ ଜଣାଇବା ସତ୍ତ୍ୱେ କୌଣସି ସୁରାହା ହୋଇନାହିଁ । (10, 601, 186, 655)
dtet-title-1: DIRECTORATE OF TECHNICAL EDUCATION & TRAINING, ODISHA, CUTTACK (695, 870, 1489, 894)
railway-line-1: ନଂ. COS/EP/2013-14/Corri/08 ତା.24.07.2013 ଦିନ (364, 925, 537, 935)
